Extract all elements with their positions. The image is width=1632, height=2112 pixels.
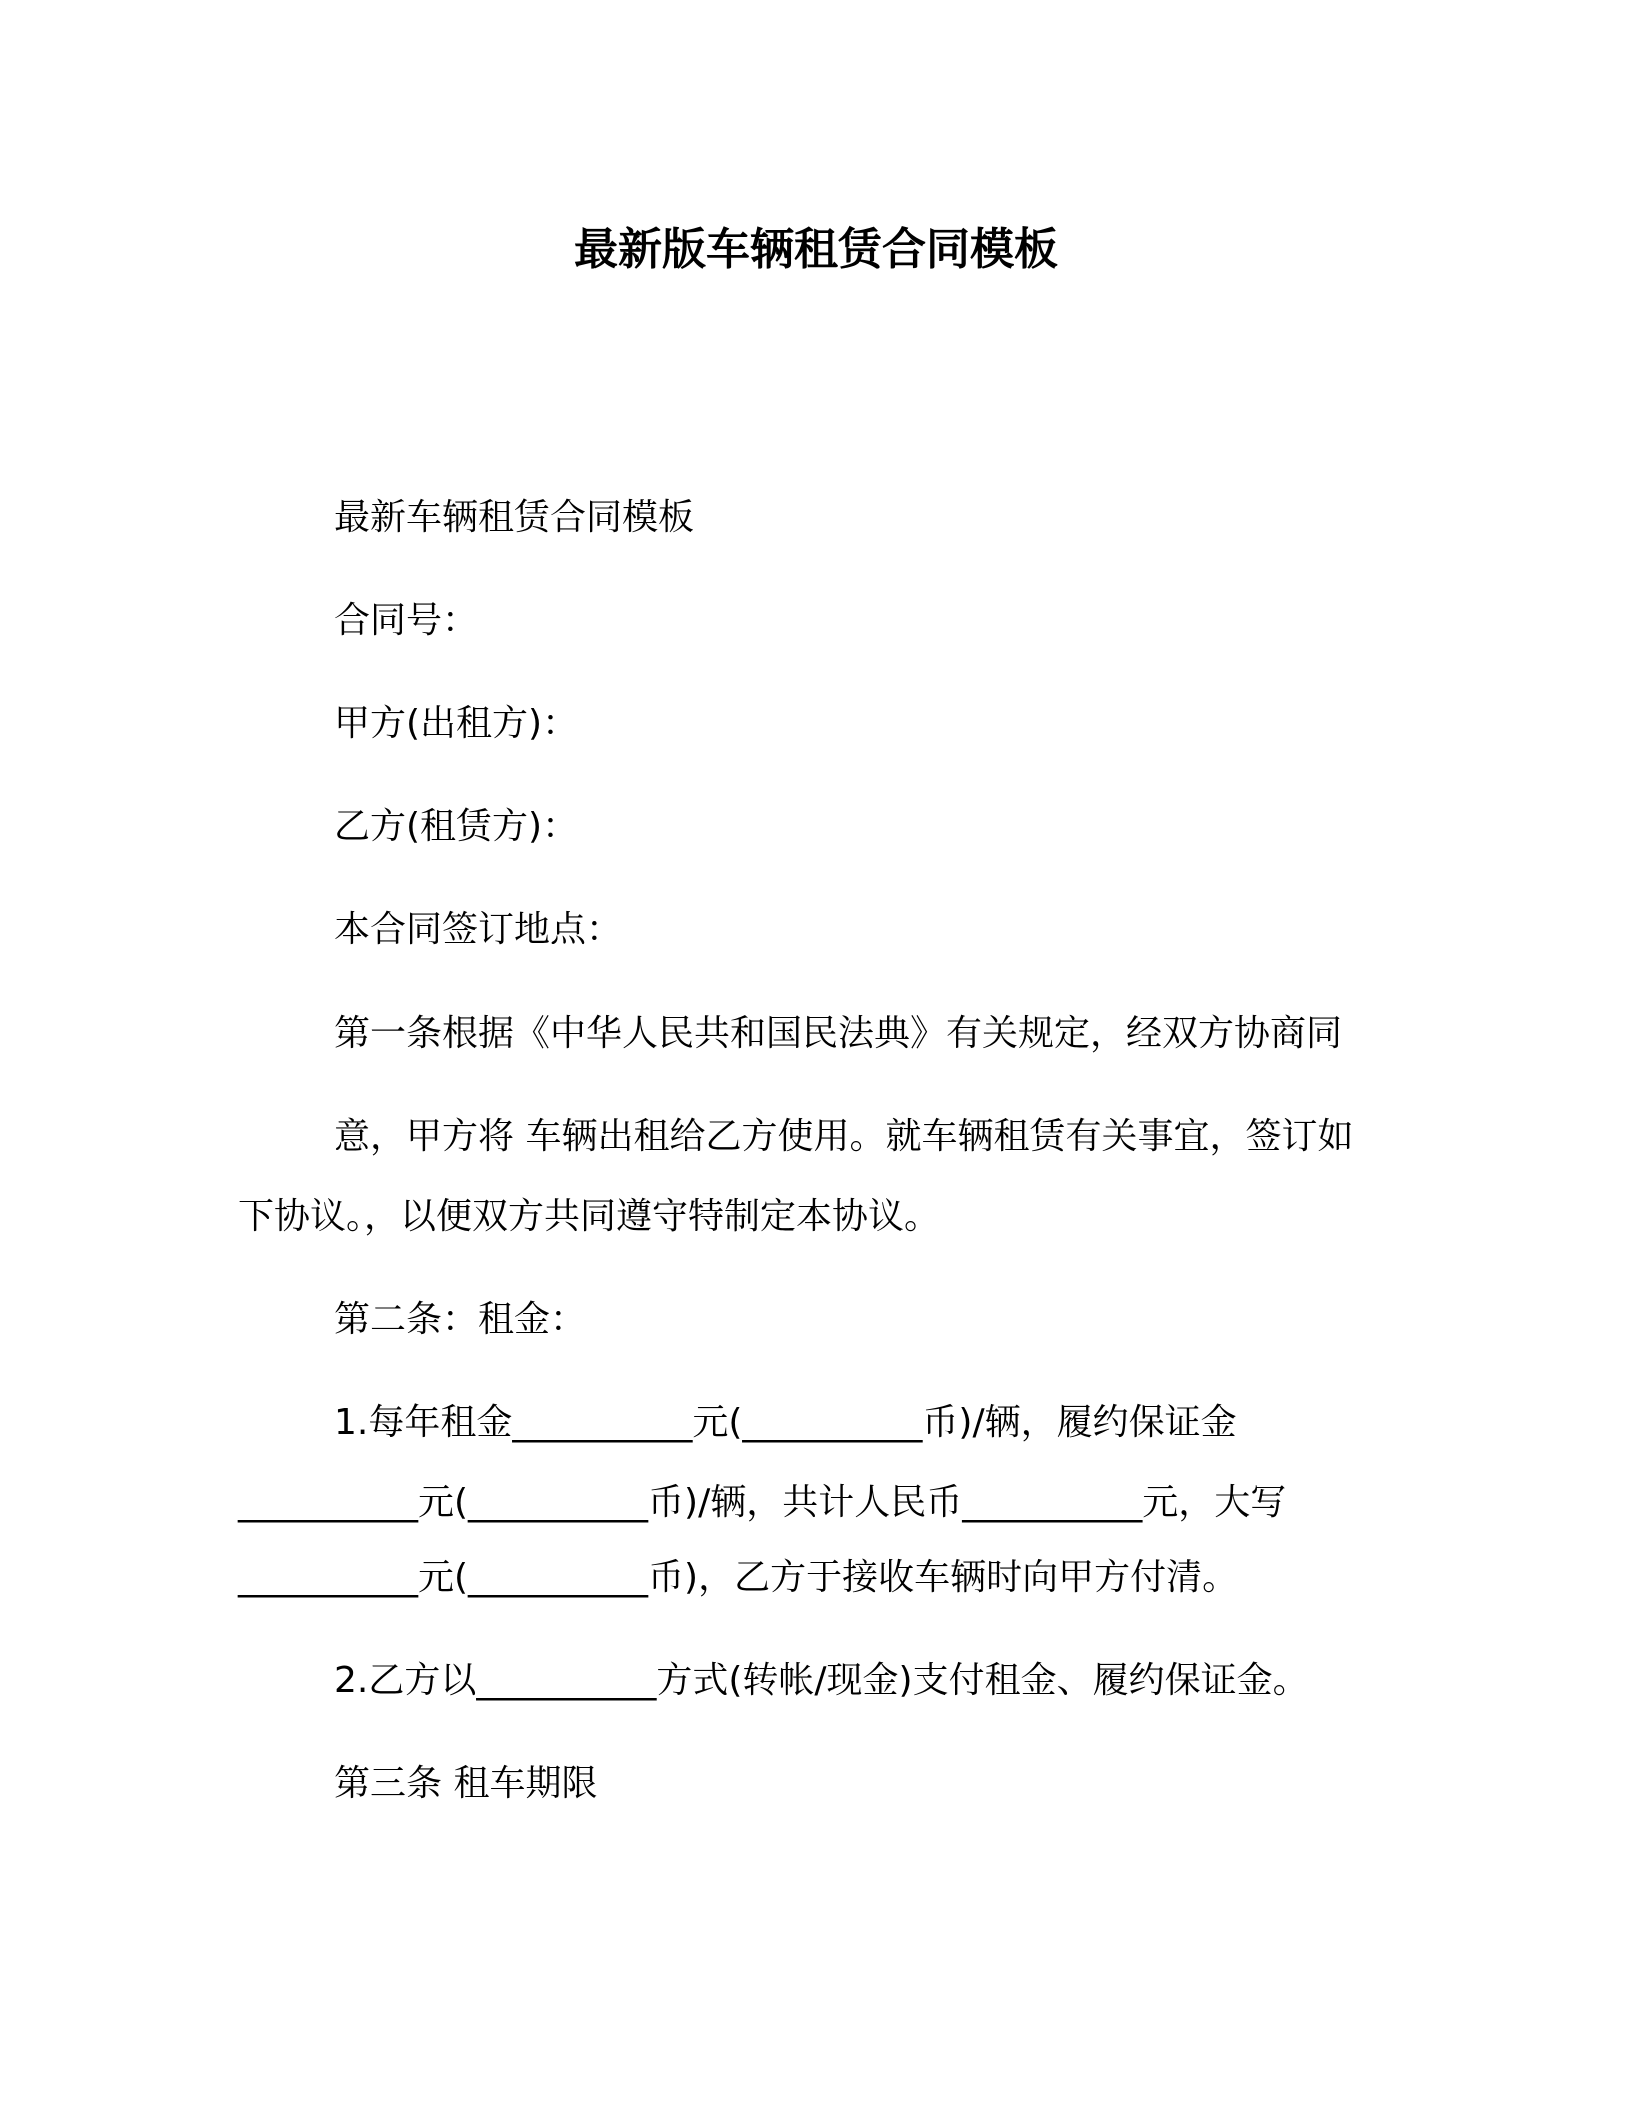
rent-clause-line-3: __________元(__________币)，乙方于接收车辆时向甲方付清。 <box>238 1557 1239 1598</box>
signing-place-line: 本合同签订地点： <box>334 909 623 950</box>
article-three-heading: 第三条 租车期限 <box>334 1763 598 1804</box>
party-b-line: 乙方(租赁方)： <box>334 806 579 847</box>
article-one-line-1: 第一条根据《中华人民共和国民法典》有关规定，经双方协商同 <box>334 1013 1343 1054</box>
rent-clause-line-1: 1.每年租金__________元(__________币)/辆，履约保证金 <box>334 1402 1237 1443</box>
contract-number-line: 合同号： <box>334 600 479 641</box>
rent-clause-line-2: __________元(__________币)/辆，共计人民币__________元，大写 <box>238 1482 1287 1523</box>
party-a-line: 甲方(出租方)： <box>334 703 579 744</box>
article-one-line-3: 下协议。，以便双方共同遵守特制定本协议。 <box>238 1196 941 1237</box>
article-two-heading: 第二条：租金： <box>334 1299 587 1340</box>
subtitle-line: 最新车辆租赁合同模板 <box>334 497 695 538</box>
document-title: 最新版车辆租赁合同模板 <box>574 224 1058 275</box>
payment-method-line: 2.乙方以__________方式(转帐/现金)支付租金、履约保证金。 <box>334 1660 1309 1701</box>
article-one-line-2: 意，甲方将 车辆出租给乙方使用。就车辆租赁有关事宜，签订如 <box>334 1116 1354 1157</box>
